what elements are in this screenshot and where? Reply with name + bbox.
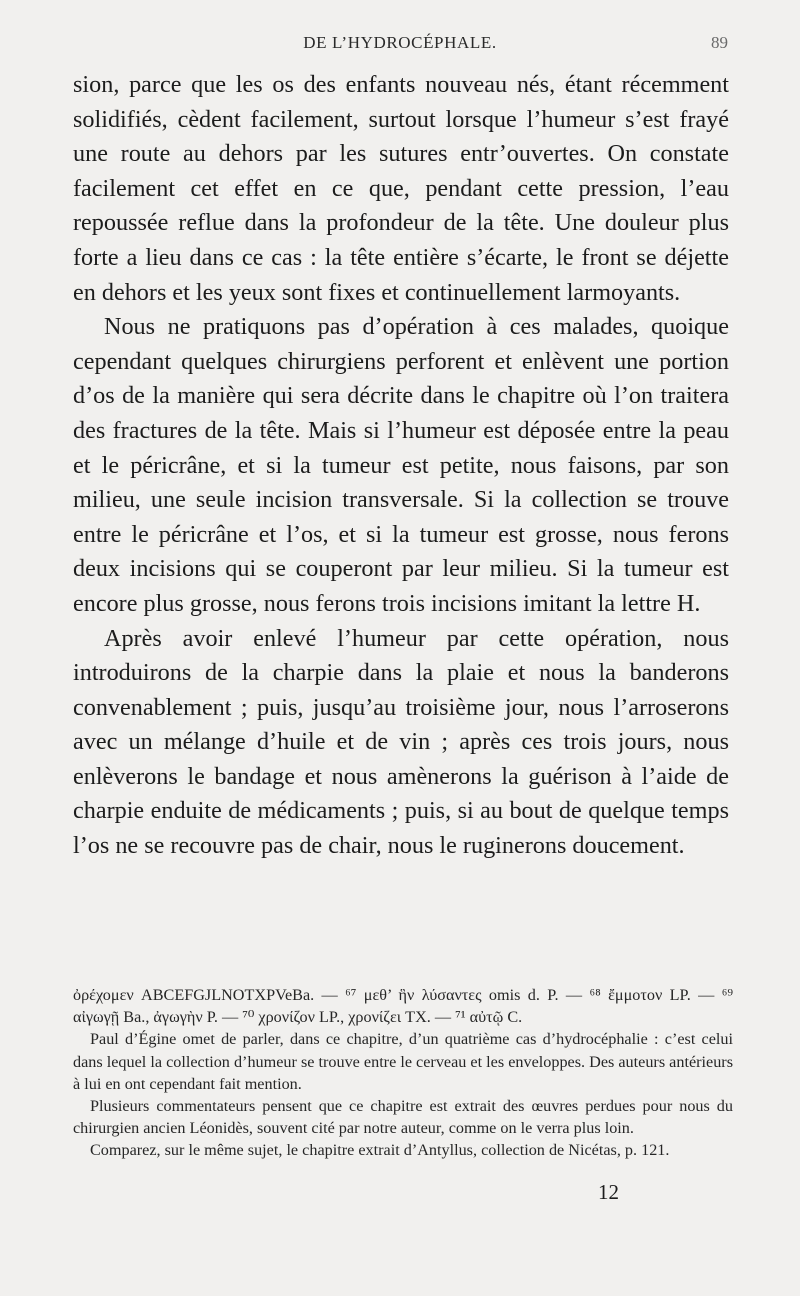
paragraph-2: Nous ne pratiquons pas d’opération à ces malades, quoique cependant quelques chirurgiens perforent et enlèvent une portion d’os de la manière qui sera décrite dans le chapitre où l’on traitera des fractures de la tête. Mais si l’humeur est déposée entre la peau et le péricrâne, et si la tumeur est petite, nous faisons, par son milieu, une seule incision transversale. Si la collection se trouve entre le péricrâne et l’os, et si la tumeur est grosse, nous ferons deux incisions qui se couperont par leur milieu. Si la tumeur est encore plus grosse, nous ferons trois incisions imitant la lettre H. (73, 313, 729, 617)
note-1: Paul d’Égine omet de parler, dans ce chapitre, d’un quatrième cas d’hydrocéphalie : c’est celui dans lequel la collection d’humeur se trouve entre le cerveau et les enveloppes. Des auteurs antérieurs à lui en ont cependant fait mention. (73, 1030, 733, 1093)
variant-readings: ὀρέχομεν ABCEFGJLNOTXPVeBa. — ⁶⁷ μεθ’ ἣν λύσαντες omis d. P. — ⁶⁸ ἔμμοτον LP. — ⁶⁹ αἰγωγῇ Ba., ἀγωγὴν P. — ⁷⁰ χρονίζον LP., χρονίζει TX. — ⁷¹ αὐτῷ C. (73, 986, 733, 1027)
signature-mark: 12 (598, 1180, 619, 1204)
note-2: Plusieurs commentateurs pensent que ce chapitre est extrait des œuvres perdues pour nous du chirurgien ancien Léonidès, souvent cité par notre auteur, comme on le verra plus loin. (73, 1097, 733, 1138)
page-number: 89 (711, 33, 728, 52)
footnotes (73, 984, 733, 1162)
main-text (73, 68, 729, 864)
running-title: DE L’HYDROCÉPHALE. (303, 33, 497, 52)
note-3: Comparez, sur le même sujet, le chapitre extrait d’Antyllus, collection de Nicétas, p. 121. (90, 1141, 670, 1160)
paragraph-1: sion, parce que les os des enfants nouveau nés, étant récemment solidifiés, cèdent facilement, surtout lorsque l’humeur s’est frayé une route au dehors par les sutures entr’ouvertes. On constate facilement cet effet en ce que, pendant cette pression, l’eau repoussée reflue dans la profondeur de la tête. Une douleur plus forte a lieu dans ce cas : la tête entière s’écarte, le front se déjette en dehors et les yeux sont fixes et continuellement larmoyants. (73, 71, 729, 306)
paragraph-3: Après avoir enlevé l’humeur par cette opération, nous introduirons de la charpie dans la plaie et nous la banderons convenablement ; puis, jusqu’au troisième jour, nous l’arroserons avec un mélange d’huile et de vin ; après ces trois jours, nous enlèverons le bandage et nous amènerons la guérison à l’aide de charpie enduite de médicaments ; puis, si au bout de quelque temps l’os ne se recouvre pas de chair, nous le ruginerons doucement. (73, 624, 729, 860)
